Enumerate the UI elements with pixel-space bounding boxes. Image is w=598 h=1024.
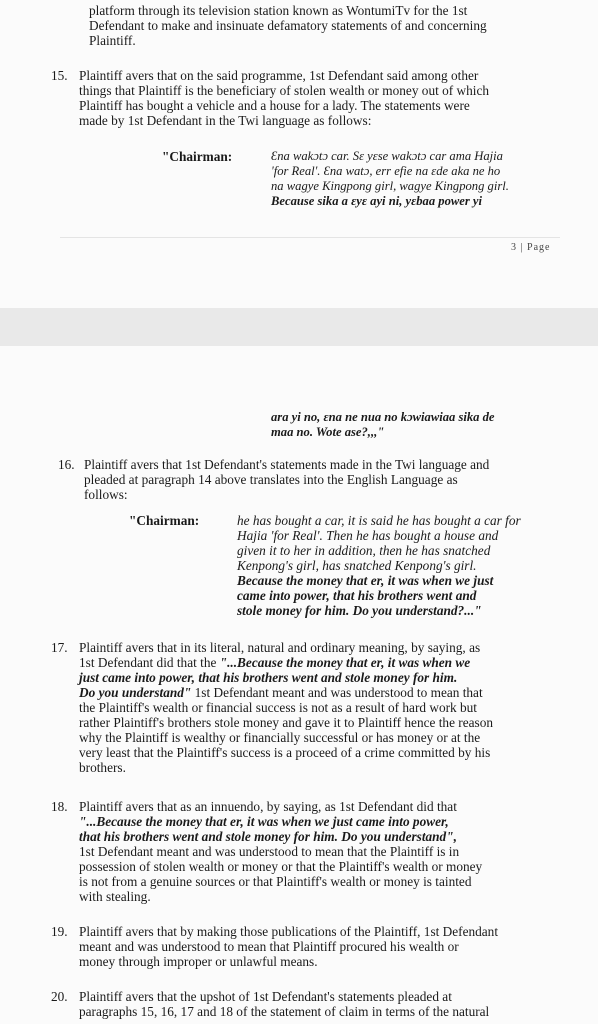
paragraph-line: possession of stolen wealth or money or that the Plaintiff's wealth or money <box>79 859 483 874</box>
translation-line: he has bought a car, it is said he has bought a car for <box>237 513 521 528</box>
paragraph-number: 17. <box>51 640 68 655</box>
paragraph-line: brothers. <box>79 760 126 775</box>
paragraph-line: Plaintiff avers that as an innuendo, by saying, as 1st Defendant did that <box>79 799 457 814</box>
page-number: 3 | Page <box>511 242 551 253</box>
intro-line: platform through its television station known as WontumiTv for the 1st <box>89 3 468 18</box>
paragraph-line: pleaded at paragraph 14 above translates into the English Language as <box>84 472 458 487</box>
paragraph-line: money through improper or unlawful means. <box>79 954 318 969</box>
paragraph-line: follows: <box>84 487 128 502</box>
translation-line: Hajia 'for Real'. Then he has bought a house and <box>237 528 499 543</box>
paragraph-number: 15. <box>51 68 68 83</box>
speaker-label: "Chairman: <box>129 513 200 528</box>
twi-quote-bold-line: ara yi no, ɛna ne nua no kɔwiawiaa sika de <box>271 410 495 424</box>
paragraph-line <box>79 655 470 670</box>
paragraph-line: Plaintiff avers that on the said programme, 1st Defendant said among other <box>79 68 479 83</box>
paragraph-line: is not from a genuine sources or that Plaintiff's wealth or money is tainted <box>79 874 472 889</box>
quoted-statement: "...Because the money that er, it was when we just came into power, <box>79 814 449 829</box>
paragraph-line: made by 1st Defendant in the Twi language as follows: <box>79 113 372 128</box>
twi-quote-line: 'for Real'. Ɛna watɔ, err efie na ɛde aka ne ho <box>271 164 501 178</box>
paragraph-number: 19. <box>51 924 68 939</box>
paragraph-line: meant and was understood to mean that Plaintiff procured his wealth or <box>79 939 459 954</box>
paragraph-line: 1st Defendant meant and was understood to mean that the Plaintiff is in <box>79 844 460 859</box>
paragraph-number: 18. <box>51 799 68 814</box>
paragraph-line: rather Plaintiff's brothers stole money and gave it to Plaintiff hence the reason <box>79 715 493 730</box>
translation-bold-line: stole money for him. Do you understand?..." <box>237 603 482 618</box>
paragraph-line: Plaintiff avers that in its literal, natural and ordinary meaning, by saying, as <box>79 640 481 655</box>
paragraph-line: with stealing. <box>79 889 151 904</box>
intro-line: Plaintiff. <box>89 33 136 48</box>
intro-line: Defendant to make and insinuate defamatory statements of and concerning <box>89 18 487 33</box>
translation-bold-line: Because the money that er, it was when we just <box>237 573 494 588</box>
quoted-statement: Do you understand" <box>79 685 192 700</box>
paragraph-line: Plaintiff avers that the upshot of 1st Defendant's statements pleaded at <box>79 989 452 1004</box>
speaker-label: "Chairman: <box>162 149 233 164</box>
paragraph-number: 16. <box>58 457 75 472</box>
twi-quote-bold-line: maa no. Wote ase?,,," <box>271 425 385 439</box>
twi-quote-line: Ɛna wakɔtɔ car. Sɛ yɛse wakɔtɔ car ama Hajia <box>271 149 503 163</box>
paragraph-line: the Plaintiff's wealth or financial success is not as a result of hard work but <box>79 700 478 715</box>
paragraph-line: Plaintiff avers that 1st Defendant's statements made in the Twi language and <box>84 457 490 472</box>
paragraph-text: 1st Defendant did that the <box>79 655 220 670</box>
paragraph-line: very least that the Plaintiff's success is a proceed of a crime committed by his <box>79 745 491 760</box>
twi-quote-bold-line: Because sika a ɛyɛ ayi ni, yɛbaa power yi <box>271 194 483 208</box>
quoted-statement: "...Because the money that er, it was when we <box>219 655 471 670</box>
paragraph-text: 1st Defendant meant and was understood to mean that <box>191 685 483 700</box>
document-page-4 <box>0 346 598 1024</box>
translation-line: given it to her in addition, then he has snatched <box>237 543 491 558</box>
paragraph-line: things that Plaintiff is the beneficiary of stolen wealth or money out of which <box>79 83 490 98</box>
translation-line: Kenpong's girl, has snatched Kenpong's girl. <box>237 558 477 573</box>
quoted-statement: that his brothers went and stole money for him. Do you understand", <box>79 829 457 844</box>
paragraph-line: why the Plaintiff is wealthy or financially successful or has money or at the <box>79 730 481 745</box>
quoted-statement: just came into power, that his brothers went and stole money for him. <box>79 670 458 685</box>
paragraph-line: Plaintiff has bought a vehicle and a house for a lady. The statements were <box>79 98 470 113</box>
paragraph-number: 20. <box>51 989 68 1004</box>
translation-bold-line: came into power, that his brothers went and <box>237 588 477 603</box>
paragraph-line: Plaintiff avers that by making those publications of the Plaintiff, 1st Defendant <box>79 924 499 939</box>
paragraph-line: paragraphs 15, 16, 17 and 18 of the statement of claim in terms of the natural <box>79 1004 490 1019</box>
page-divider <box>60 237 560 238</box>
document-page-3 <box>0 0 598 308</box>
paragraph-line <box>79 685 483 700</box>
twi-quote-line: na wagye Kingpong girl, wagye Kingpong girl. <box>271 179 509 193</box>
